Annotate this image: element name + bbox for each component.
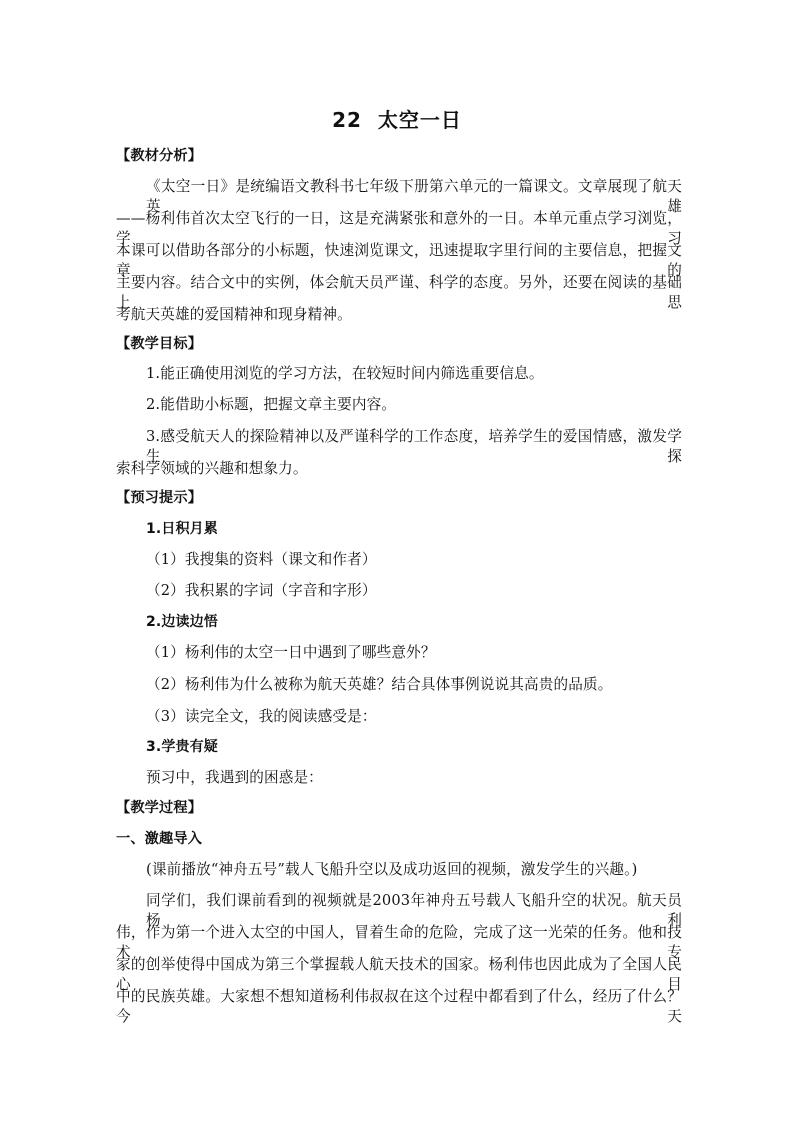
process-line-1: 同学们，我们课前看到的视频就是2003年神舟五号载人飞船升空的状况。航天员杨利 <box>146 892 682 929</box>
preview-sub-1-item-1: （1）我搜集的资料（课文和作者） <box>146 551 377 568</box>
heading-preview: 【预习提示】 <box>116 490 203 506</box>
preview-sub-3: 3.学贵有疑 <box>146 739 218 755</box>
process-part-1: 一、激趣导入 <box>116 831 203 847</box>
goal-item-3: 3.感受航天人的探险精神以及严谨科学的工作态度，培养学生的爱国情感，激发学生探 <box>146 428 682 465</box>
analysis-line-4: 主要内容。结合文中的实例，体会航天员严谨、科学的态度。另外，还要在阅读的基础上思 <box>116 274 682 311</box>
preview-sub-1: 1.日积月累 <box>146 521 218 537</box>
process-line-2: 伟，作为第一个进入太空的中国人，冒着生命的危险，完成了这一光荣的任务。他和技术专 <box>116 924 682 961</box>
heading-goals: 【教学目标】 <box>116 336 203 352</box>
process-line-4: 中的民族英雄。大家想不想知道杨利伟叔叔在这个过程中都看到了什么，经历了什么？今天 <box>116 988 682 1025</box>
analysis-line-2: ——杨利伟首次太空飞行的一日，这是充满紧张和意外的一日。本单元重点学习浏览，学习 <box>116 210 682 247</box>
process-line-3: 家的创举使得中国成为第三个掌握载人航天技术的国家。杨利伟也因此成为了全国人民心目 <box>116 956 682 993</box>
analysis-line-5: 考航天英雄的爱国精神和现身精神。 <box>116 306 352 323</box>
preview-sub-3-text: 预习中，我遇到的困惑是： <box>146 769 323 786</box>
goal-item-2: 2.能借助小标题，把握文章主要内容。 <box>146 396 397 413</box>
process-note: (课前播放“神舟五号”载人飞船升空以及成功返回的视频，激发学生的兴趣。) <box>146 861 638 878</box>
analysis-line-3: 本课可以借助各部分的小标题，快速浏览课文，迅速提取字里行间的主要信息，把握文章的 <box>116 242 682 279</box>
preview-sub-2-item-1: （1）杨利伟的太空一日中遇到了哪些意外？ <box>146 644 436 661</box>
page-title <box>0 104 794 133</box>
preview-sub-2-item-3: （3）读完全文，我的阅读感受是： <box>146 708 377 725</box>
heading-analysis: 【教材分析】 <box>116 148 203 164</box>
heading-process: 【教学过程】 <box>116 800 203 816</box>
lesson-title: 太空一日 <box>377 108 462 132</box>
goal-item-3-cont: 索科学领域的兴趣和想象力。 <box>116 460 308 477</box>
analysis-line-1: 《太空一日》是统编语文教科书七年级下册第六单元的一篇课文。文章展现了航天英雄 <box>146 178 682 215</box>
preview-sub-1-item-2: （2）我积累的字词（字音和字形） <box>146 582 377 599</box>
lesson-number: 22 <box>332 108 362 132</box>
preview-sub-2: 2.边读边悟 <box>146 614 218 630</box>
goal-item-1: 1.能正确使用浏览的学习方法，在较短时间内筛选重要信息。 <box>146 365 544 382</box>
preview-sub-2-item-2: （2）杨利伟为什么被称为航天英雄？结合具体事例说说其高贵的品质。 <box>146 676 613 693</box>
